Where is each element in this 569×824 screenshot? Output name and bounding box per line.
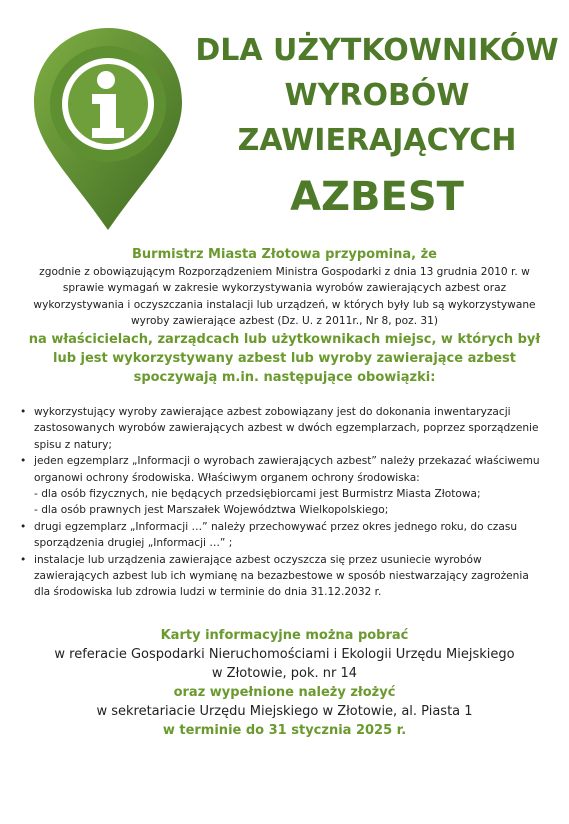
intro-heading: Burmistrz Miasta Złotowa przypomina, że: [132, 247, 437, 262]
intro-section: [20, 246, 549, 387]
list-item: [18, 453, 548, 519]
info-pin-icon: [28, 24, 188, 234]
deadline-label: w terminie do: [162, 723, 265, 738]
deadline: [20, 721, 549, 740]
duty-subitem: - dla osób fizycznych, nie będących przedsiębiorcami jest Burmistrz Miasta Złotowa;: [34, 488, 481, 501]
title-line-2: WYROBÓW: [284, 78, 470, 113]
bullet-icon: •: [20, 406, 27, 418]
bullet-icon: •: [20, 520, 27, 533]
intro-paragraph: zgodnie z obowiązującym Rozporządzeniem Ministra Gospodarki z dnia 13 grudnia 2010 r. w sprawie wymagań w zakresie wykorzystywania wyrobów zawierających azbest oraz wykorzystywania i oczyszczania instalacji lub urządzeń, w których były lub są wykorzystywane wyroby zawierające azbest (Dz. U. z 2011r., Nr 8, poz. 31): [33, 266, 536, 328]
list-item: [18, 552, 548, 601]
list-item: [18, 404, 548, 453]
list-item: [18, 519, 548, 552]
bullet-icon: •: [20, 455, 27, 468]
bottom-line-3: w Złotowie, pok. nr 14: [211, 666, 358, 681]
duty-text: jeden egzemplarz „Informacji o wyrobach zawierających azbest” należy przekazać właściwemu organowi ochrony środowiska. Właściwym organem ochrony środowiska:: [34, 455, 540, 484]
bottom-line-4: oraz wypełnione należy złożyć: [173, 685, 396, 700]
duty-subitem: - dla osób prawnych jest Marszałek Województwa Wielkopolskiego;: [34, 504, 389, 517]
page-title: [190, 28, 564, 227]
bottom-line-2: w referacie Gospodarki Nieruchomościami i Ekologii Urzędu Miejskiego: [54, 647, 515, 662]
title-line-1: DLA UŻYTKOWNIKÓW: [195, 33, 559, 68]
bottom-section: [20, 626, 549, 740]
intro-bold: na właścicielach, zarządcach lub użytkownikach miejsc, w których był lub jest wykorzystywany azbest lub wyroby zawierające azbest spoczywają m.in. następujące obowiązki:: [28, 331, 541, 385]
duties-list: [18, 404, 548, 601]
bullet-icon: •: [20, 553, 27, 566]
bottom-line-1: Karty informacyjne można pobrać: [160, 628, 409, 643]
title-line-3: ZAWIERAJĄCYCH: [237, 123, 517, 158]
duty-text: wykorzystujący wyroby zawierające azbest zobowiązany jest do dokonania inwentaryzacji zastosowanych wyrobów zawierających azbest w dwóch egzemplarzach, poprzez sporządzenie spisu z natury;: [34, 406, 539, 451]
duty-text: instalacje lub urządzenia zawierające azbest oczyszcza się przez usuniecie wyrobów zawierających azbest lub ich wymianę na bezazbestowe w sposób niestwarzający zagrożenia dla środowiska lub zdrowia ludzi w terminie do dnia 31.12.2032 r.: [34, 553, 529, 599]
duty-text: drugi egzemplarz „Informacji …” należy przechowywać przez okres jednego roku, do czasu sporządzenia drugiej „Informacji …” ;: [34, 520, 518, 550]
title-line-4: AZBEST: [290, 174, 464, 220]
deadline-date: 31 stycznia 2025 r.: [268, 723, 407, 738]
bottom-line-5: w sekretariacie Urzędu Miejskiego w Złotowie, al. Piasta 1: [96, 704, 473, 719]
